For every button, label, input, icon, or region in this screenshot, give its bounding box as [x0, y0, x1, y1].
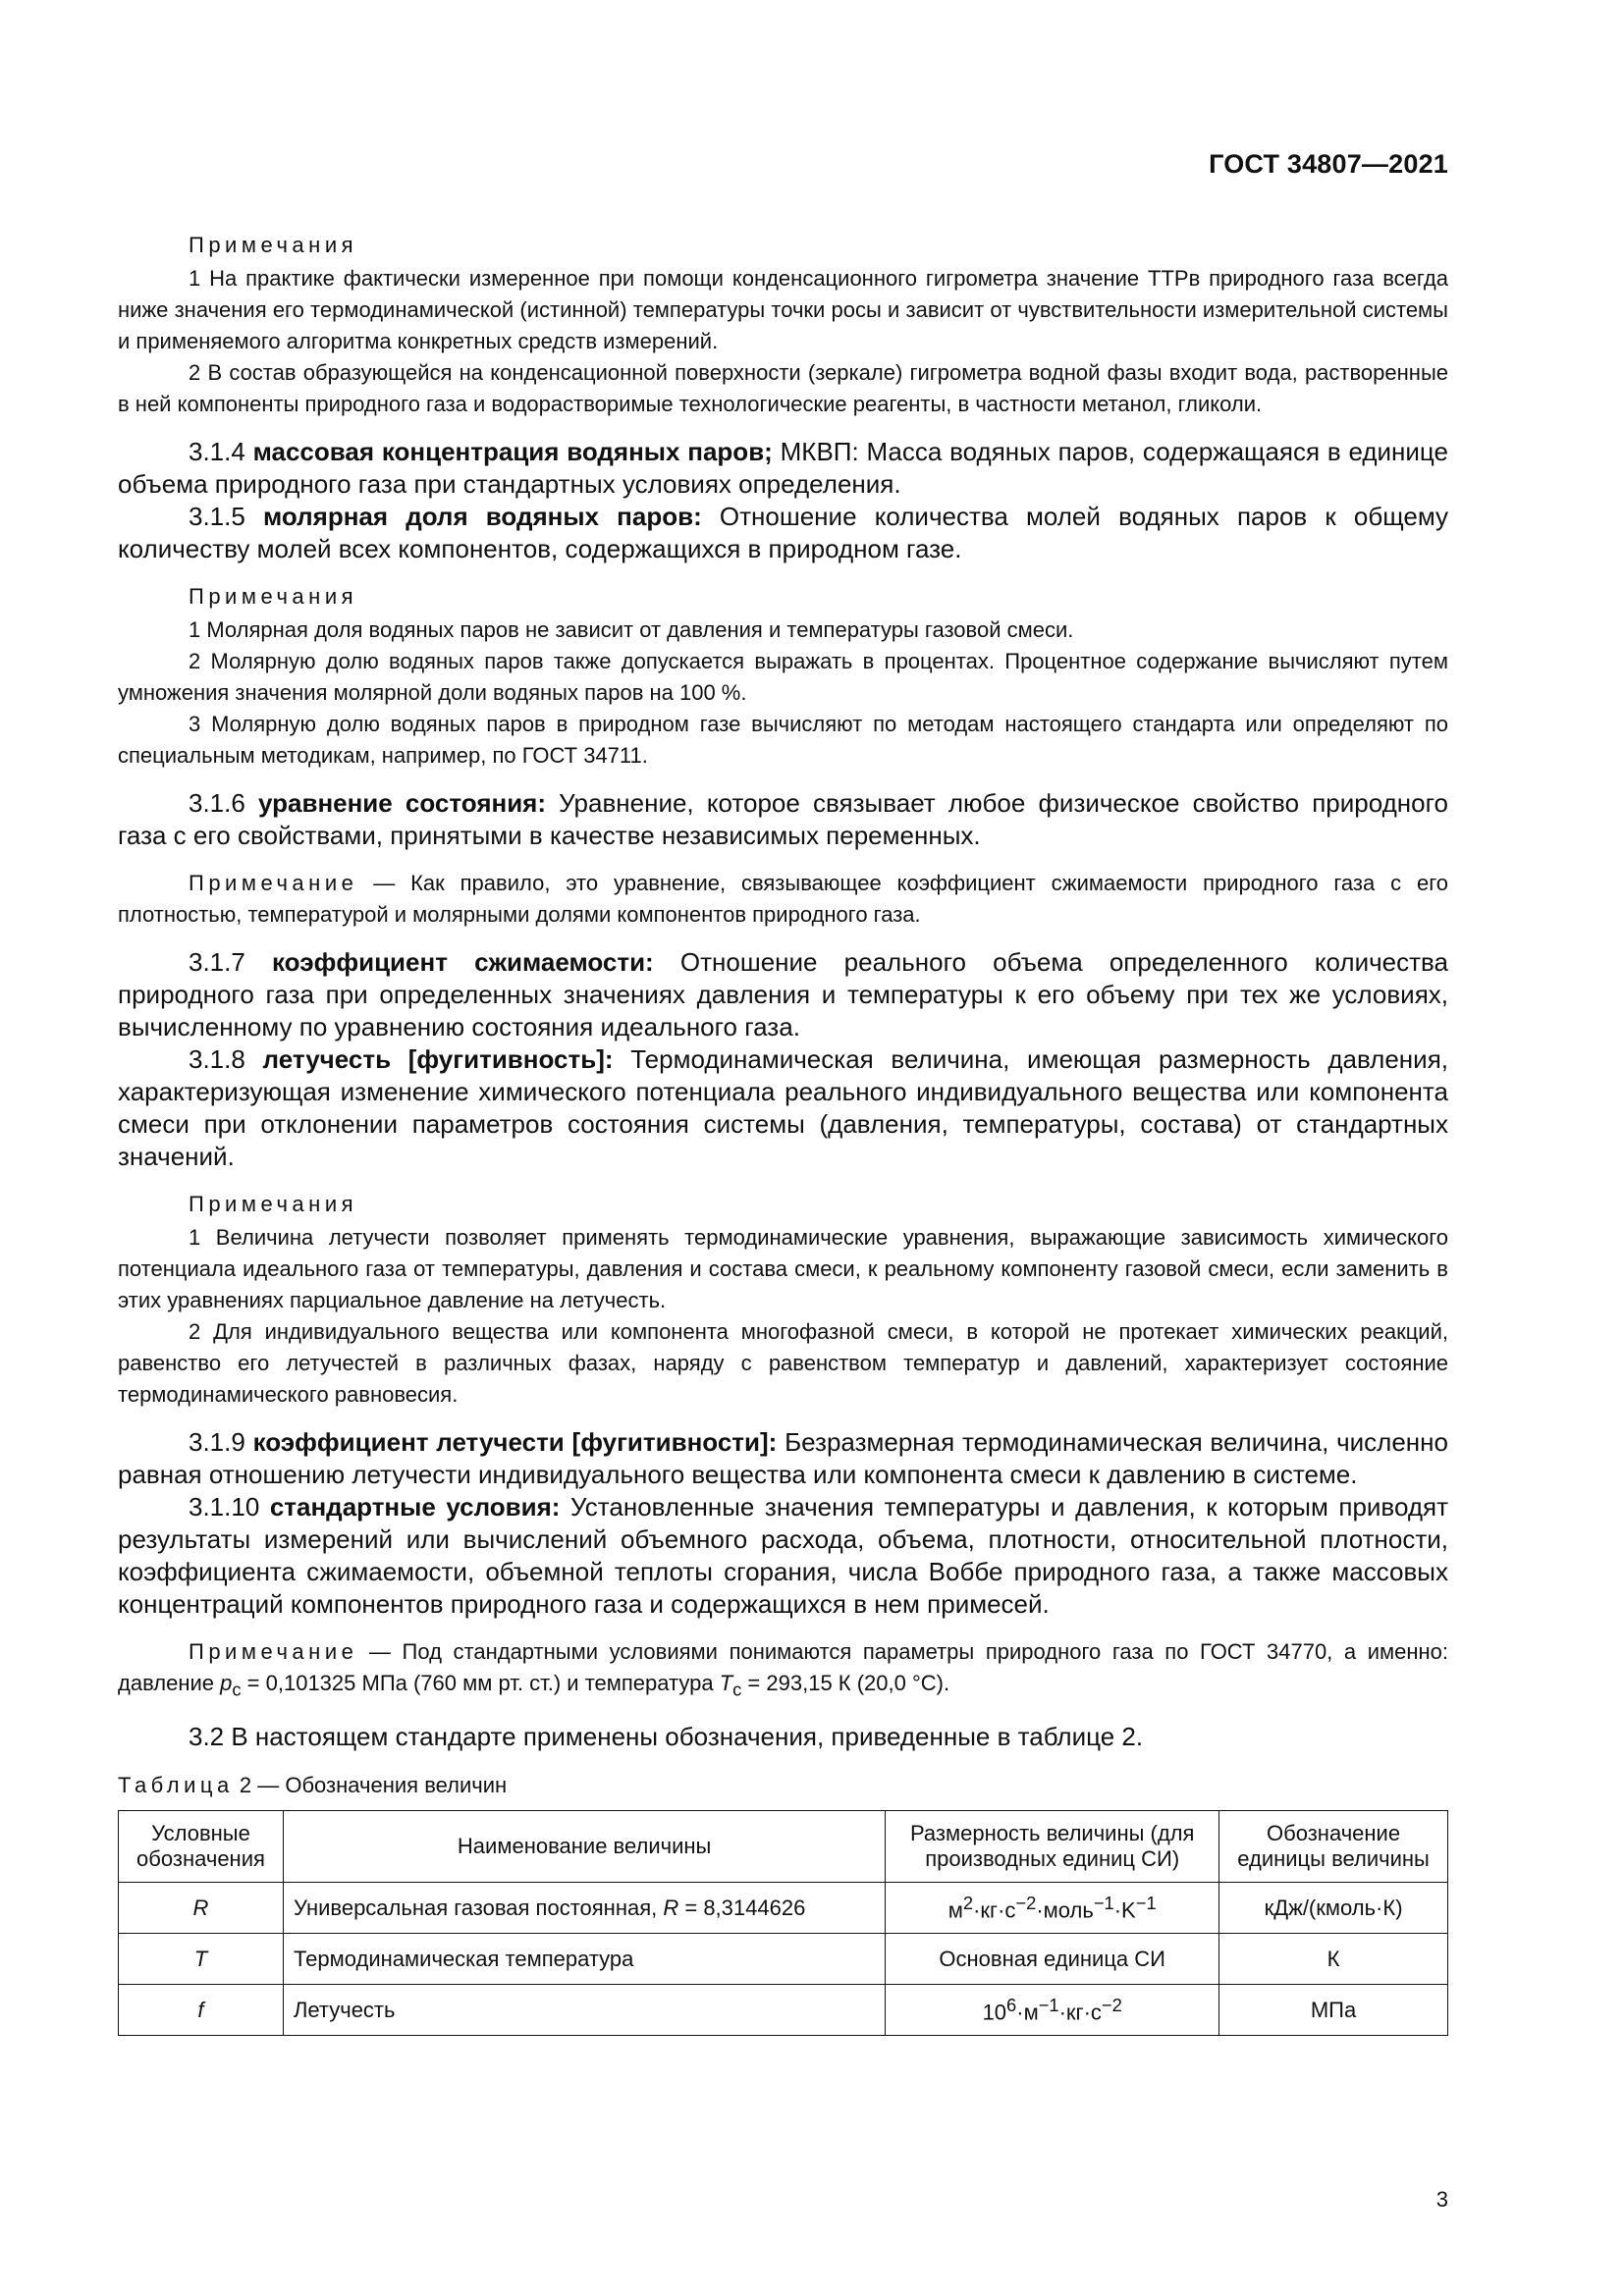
- unit-cell: МПа: [1219, 1985, 1448, 2036]
- note-item: 1 Молярная доля водяных паров не зависит от давления и температуры газовой смеси.: [189, 617, 1074, 642]
- table-caption: Таблица 2 — Обозначения величин: [118, 1773, 508, 1798]
- symbol-cell: R: [119, 1883, 284, 1934]
- definition-3-1-10: 3.1.10 стандартные условия: Установленные значения температуры и давления, к которым приводят результаты измерений или вычислений объемного расхода, объема, плотности, относительной плотности, коэффициента сжимаемости, объемной теплоты сгорания, числа Воббе природного газа, а также массовых концентраций компонентов природного газа и содержащихся в нем примесей.: [118, 1492, 1448, 1619]
- page-number: 3: [1435, 2187, 1448, 2212]
- term: летучесть [фугитивность]:: [262, 1044, 614, 1074]
- note-item: 2 Молярную долю водяных паров также допускается выражать в процентах. Процентное содержание вычисляют путем умножения значения молярной доли водяных паров на 100 %.: [118, 649, 1448, 705]
- table-row: [119, 1934, 1448, 1985]
- definition-3-1-8: 3.1.8 летучесть [фугитивность]: Термодинамическая величина, имеющая размерность давления, характеризующая изменение химического потенциала реального индивидуального вещества или компонента смеси при отклонении параметров состояния системы (давления, температуры, состава) от стандартных значений.: [118, 1044, 1448, 1171]
- definition-3-1-5: 3.1.5 молярная доля водяных паров: Отношение количества молей водяных паров к общему количеству молей всех компонентов, содержащихся в природном газе.: [118, 502, 1449, 563]
- table-row: [119, 1985, 1448, 2036]
- symbol-cell: f: [119, 1985, 284, 2036]
- name-cell: Летучесть: [283, 1985, 885, 2036]
- definition-3-1-4: 3.1.4 массовая концентрация водяных паров; МКВП: Масса водяных паров, содержащаяся в единице объема природного газа при стандартных условиях определения.: [118, 437, 1448, 499]
- note-item: 2 В состав образующейся на конденсационной поверхности (зеркале) гигрометра водной фазы входит вода, растворенные в ней компоненты природного газа и водорастворимые технологические реагенты, в частности метанол, гликоли.: [118, 360, 1448, 416]
- term: стандартные условия:: [269, 1492, 561, 1522]
- unit-cell: кДж/(кмоль·К): [1219, 1883, 1448, 1934]
- table-row: [119, 1883, 1448, 1934]
- column-header: Размерность величины (для производных единиц СИ): [886, 1811, 1219, 1883]
- note-item: 1 На практике фактически измеренное при помощи конденсационного гигрометра значение ТТРв природного газа всегда ниже значения его термодинамической (истинной) температуры точки росы и зависит от чувствительности измерительной системы и применяемого алгоритма конкретных средств измерений.: [118, 266, 1448, 353]
- name-cell: Термодинамическая температура: [283, 1934, 885, 1985]
- note-title: Примечания: [189, 1192, 358, 1216]
- term: массовая концентрация водяных паров;: [252, 437, 773, 466]
- definition-3-1-9: 3.1.9 коэффициент летучести [фугитивности]: Безразмерная термодинамическая величина, численно равная отношению летучести индивидуального вещества или компонента смеси к давлению в системе.: [118, 1427, 1448, 1489]
- dimension-cell: Основная единица СИ: [886, 1934, 1219, 1985]
- column-header: Условные обозначения: [119, 1811, 284, 1883]
- term: молярная доля водяных паров:: [263, 502, 702, 531]
- note-item: 3 Молярную долю водяных паров в природном газе вычисляют по методам настоящего стандарта или определяют по специальным методикам, например, по ГОСТ 34711.: [118, 712, 1448, 768]
- paragraph-3-2: 3.2 В настоящем стандарте применены обозначения, приведенные в таблице 2.: [189, 1722, 1144, 1752]
- note-item: 2 Для индивидуального вещества или компонента многофазной смеси, в которой не протекает химических реакций, равенство его летучестей в различных фазах, наряду с равенством температур и давлений, характеризует состояние термодинамического равновесия.: [118, 1319, 1448, 1407]
- column-header: Обозначение единицы величины: [1219, 1811, 1448, 1883]
- table-header-row: [119, 1811, 1448, 1883]
- symbol-cell: T: [119, 1934, 284, 1985]
- note-inline: Примечание — Под стандартными условиями понимаются параметры природного газа по ГОСТ 34770, а именно: давление $p_с = 0,101325$ МПа (760 мм рт. ст.) и температура $T_с = 293,15$ К (20,0 °С).: [118, 1639, 1448, 1700]
- definition-3-1-6: 3.1.6 уравнение состояния: Уравнение, которое связывает любое физическое свойство природного газа с его свойствами, принятыми в качестве независимых переменных.: [118, 788, 1448, 850]
- document-id: ГОСТ 34807—2021: [1209, 149, 1448, 179]
- symbols-table: [118, 1810, 1448, 2036]
- definition-3-1-7: 3.1.7 коэффициент сжимаемости: Отношение реального объема определенного количества природного газа при определенных значениях давления и температуры к его объему при тех же условиях, вычисленному по уравнению состояния идеального газа.: [118, 947, 1449, 1041]
- column-header: Наименование величины: [283, 1811, 885, 1883]
- dimension-cell: $10^6\cdot м^{-1}\cdot кг\cdot с^{-2}$: [886, 1985, 1219, 2036]
- unit-cell: К: [1219, 1934, 1448, 1985]
- term: коэффициент летучести [фугитивности]:: [252, 1427, 778, 1457]
- dimension-cell: $м^2\cdot кг\cdot с^{-2}\cdot моль^{-1}\cdot K^{-1}$: [886, 1883, 1219, 1934]
- note-item: 1 Величина летучести позволяет применять термодинамические уравнения, выражающие зависимость химического потенциала идеального газа от температуры, давления и состава смеси, к реальному компоненту газовой смеси, если заменить в этих уравнениях парциальное давление на летучесть.: [118, 1225, 1448, 1312]
- note-inline: Примечание — Как правило, это уравнение, связывающее коэффициент сжимаемости природного газа с его плотностью, температурой и молярными долями компонентов природного газа.: [118, 871, 1448, 927]
- note-title: Примечания: [189, 584, 358, 609]
- document-body: [118, 230, 1448, 2036]
- term: коэффициент сжимаемости:: [272, 947, 654, 977]
- name-cell: Универсальная газовая постоянная, R = 8,3144626: [283, 1883, 885, 1934]
- note-title: Примечания: [189, 233, 358, 257]
- term: уравнение состояния:: [258, 788, 547, 818]
